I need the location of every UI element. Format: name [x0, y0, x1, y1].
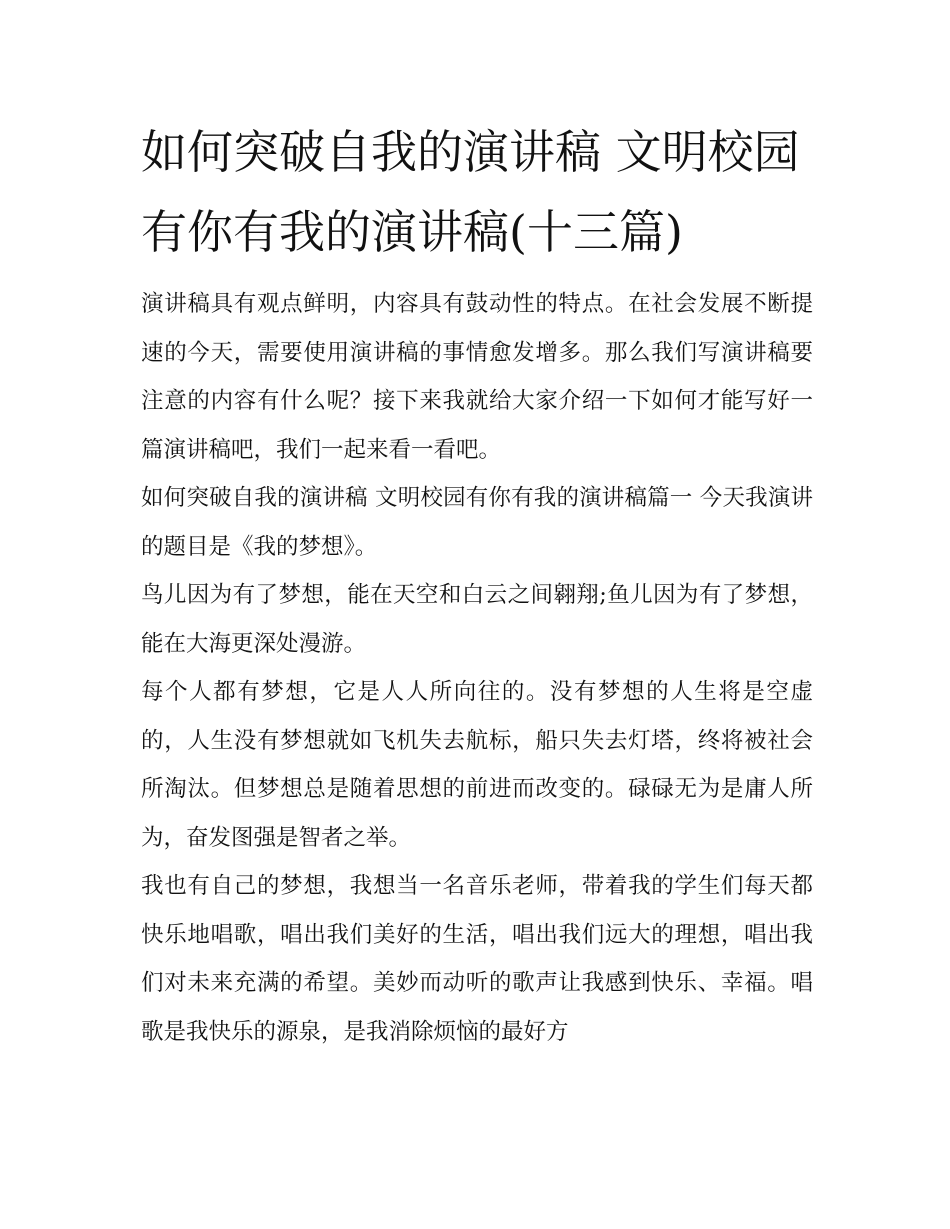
document-body: [141, 112, 813, 1056]
paragraph-intro: 演讲稿具有观点鲜明，内容具有鼓动性的特点。在社会发展不断提速的今天，需要使用演讲稿的事情愈发增多。那么我们写演讲稿要注意的内容有什么呢？接下来我就给大家介绍一下如何才能写好一篇演讲稿吧，我们一起来看一看吧。: [141, 291, 813, 463]
paragraph-speech-1-opening: 如何突破自我的演讲稿 文明校园有你有我的演讲稿篇一 今天我演讲的题目是《我的梦想》。: [141, 485, 813, 560]
paragraph-my-dream: 我也有自己的梦想，我想当一名音乐老师，带着我的学生们每天都快乐地唱歌，唱出我们美好的生活，唱出我们远大的理想，唱出我们对未来充满的希望。美妙而动听的歌声让我感到快乐、幸福。唱歌是我快乐的源泉，是我消除烦恼的最好方: [141, 873, 813, 1045]
paragraph-birds-fish: 鸟儿因为有了梦想，能在天空和白云之间翱翔;鱼儿因为有了梦想，能在大海更深处漫游。: [141, 582, 813, 657]
paragraph-everyone-has-dreams: 每个人都有梦想，它是人人所向往的。没有梦想的人生将是空虚的，人生没有梦想就如飞机失去航标，船只失去灯塔，终将被社会所淘汰。但梦想总是随着思想的前进而改变的。碌碌无为是庸人所为，奋发图强是智者之举。: [141, 679, 813, 851]
document-title: 如何突破自我的演讲稿 文明校园有你有我的演讲稿(十三篇): [141, 125, 800, 259]
